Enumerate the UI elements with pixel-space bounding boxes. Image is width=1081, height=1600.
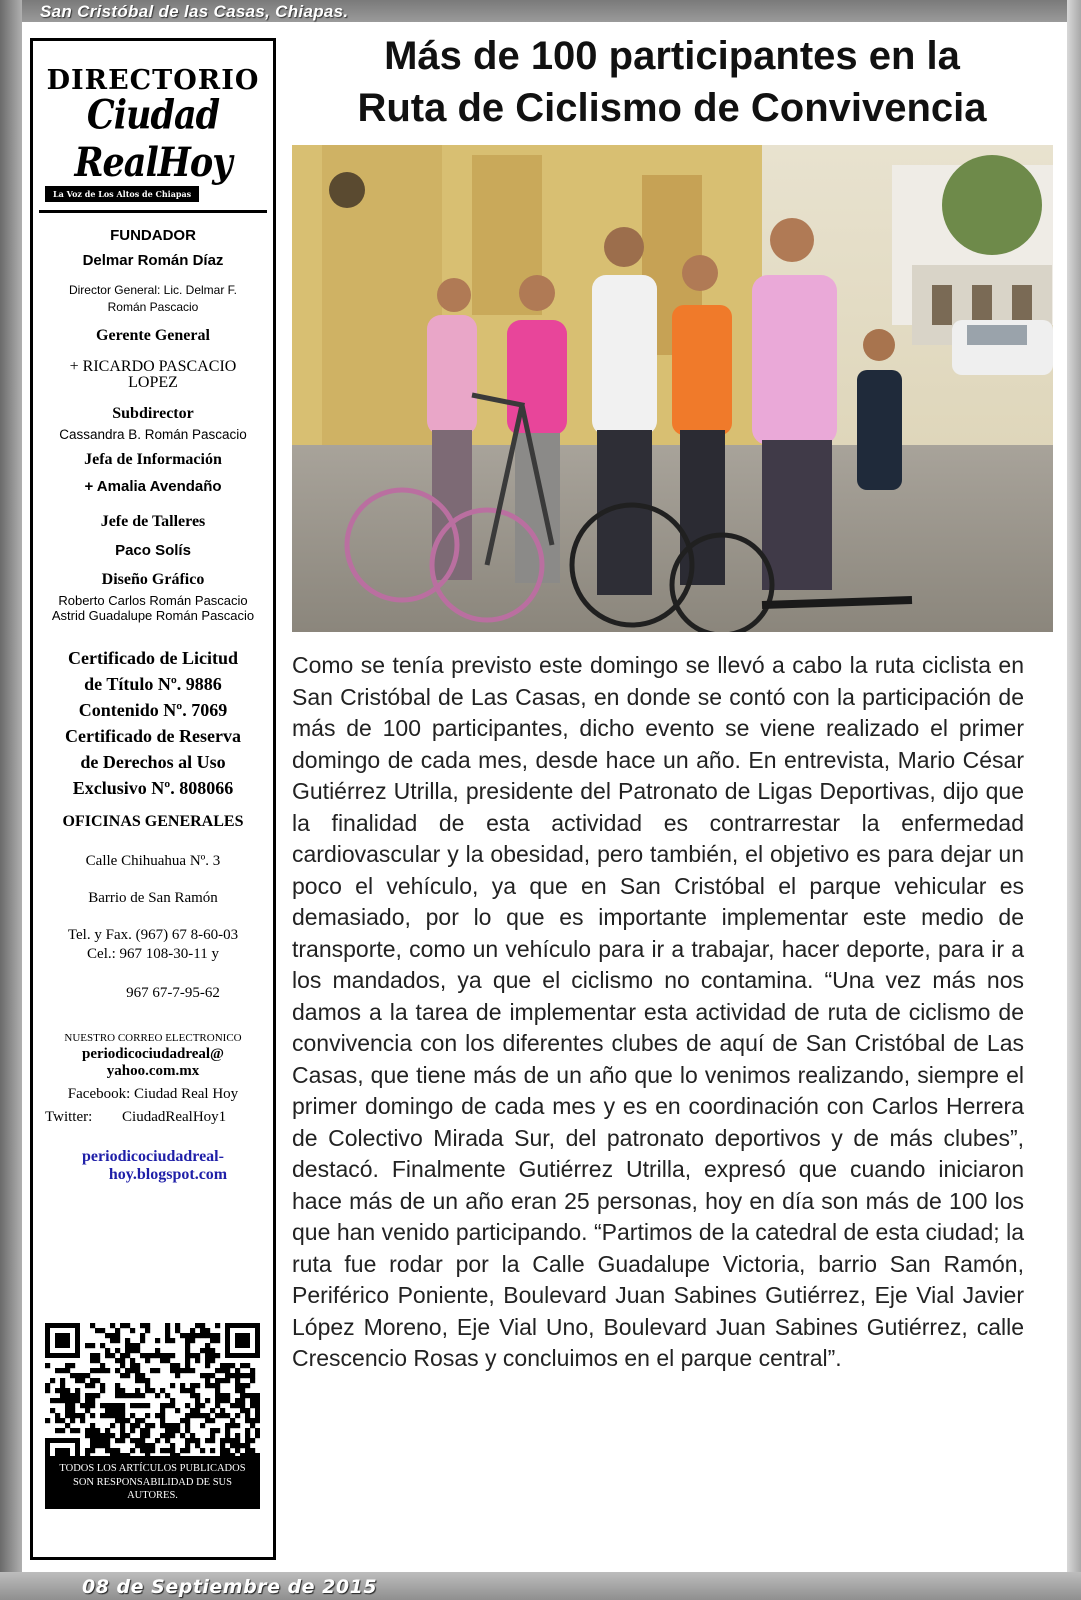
phone-line-2: Cel.: 967 108-30-11 y bbox=[87, 946, 219, 962]
diseno-name-1: Roberto Carlos Román Pascacio bbox=[58, 593, 248, 608]
headline-line-1: Más de 100 participantes en la bbox=[384, 34, 960, 78]
cert-line-1: Certificado de Licitud bbox=[68, 648, 238, 668]
left-frame-bar bbox=[0, 0, 22, 1600]
disclaimer-line-2: SON RESPONSABILIDAD DE SUS bbox=[73, 1476, 232, 1488]
gerente-label: Gerente General bbox=[96, 327, 210, 344]
gerente-name-2: LOPEZ bbox=[128, 374, 178, 391]
article-photo bbox=[292, 145, 1053, 632]
jefe-talleres-name: Paco Solís bbox=[115, 542, 191, 559]
cyclists-photo-illustration bbox=[292, 145, 1053, 632]
qr-code bbox=[45, 1323, 260, 1473]
phone-line-1: Tel. y Fax. (967) 67 8-60-03 bbox=[67, 927, 239, 943]
diseno-name-2: Astrid Guadalupe Román Pascacio bbox=[51, 608, 255, 623]
email-line-2: yahoo.com.mx bbox=[106, 1063, 200, 1079]
subdirector-name: Cassandra B. Román Pascacio bbox=[59, 427, 247, 442]
address-line-1: Calle Chihuahua Nº. 3 bbox=[85, 853, 221, 869]
publication-date: 08 de Septiembre de 2015 bbox=[82, 1576, 378, 1598]
cert-line-6: Exclusivo Nº. 808066 bbox=[72, 778, 234, 798]
email-line-1: periodicociudadreal@ bbox=[81, 1046, 224, 1062]
article-body: Como se tenía previsto este domingo se llevó a cabo la ruta ciclista en San Cristóbal de Las Casas, en donde se contó con la participación de más de 100 participantes, dicho evento se viene realizado el primer domingo de cada mes, desde hace un año. En entrevista, Mario César Gutiérrez Utrilla, presidente del Patronato de Ligas Deportivas, dijo que la finalidad de esta actividad es contrarrestar la enfermedad cardiovascular y la obesidad, pero también, el objetivo es para dejar un poco el vehículo, ya que en San Cristóbal el parque vehicular es demasiado, por lo que es importante implementar este medio de transporte, como un vehículo para ir a trabajar, hacer deporte, para ir a los mandados, ya que el ciclismo no contamina. “Una vez más nos damos a la tarea de implementar esta actividad de ruta de ciclismo de convivencia con los diferentes clubes de aquí de San Cristóbal de Las Casas, que tiene más de un año que lo venimos realizando, siempre el primer domingo de cada mes y es en coordinación con Carlos Herrera de Colectivo Mirada Sur, del patronato deportivos y de más clubes”, destacó. Finalmente Gutiérrez Utrilla, expresó que cuando iniciaron hace más de un año eran 25 personas, hoy en día son más de 100 los que han venido participando. “Partimos de la catedral de esta ciudad; la ruta fue rodar por la Calle Guadalupe Victoria, barrio San Ramón, Periférico Poniente, Boulevard Juan Sabines Gutiérrez, Eje Vial Javier López Moreno, Eje Vial Uno, Boulevard Juan Sabines Gutiérrez, calle Crescencio Rosas y concluimos en el parque central”. bbox=[292, 652, 1024, 1371]
jefa-informacion-label: Jefa de Información bbox=[84, 451, 222, 468]
facebook-line: Facebook: Ciudad Real Hoy bbox=[67, 1086, 239, 1102]
correo-label: NUESTRO CORREO ELECTRONICO bbox=[64, 1032, 242, 1044]
cert-line-4: Certificado de Reserva bbox=[65, 726, 241, 746]
fundador-label: FUNDADOR bbox=[110, 227, 196, 244]
twitter-label: Twitter: bbox=[45, 1109, 93, 1125]
director-line-2: Román Pascacio bbox=[107, 300, 199, 314]
disclaimer-box bbox=[45, 1456, 260, 1509]
directory-title: DIRECTORIO bbox=[46, 65, 260, 96]
brand-tagline: La Voz de Los Altos de Chiapas bbox=[45, 186, 199, 202]
address-line-2: Barrio de San Ramón bbox=[88, 890, 218, 906]
disclaimer-line-3: AUTORES. bbox=[127, 1490, 178, 1502]
twitter-handle: CiudadRealHoy1 bbox=[122, 1109, 227, 1125]
jefe-talleres-label: Jefe de Talleres bbox=[100, 513, 206, 530]
article-headline bbox=[292, 30, 1052, 134]
gerente-name-1: + RICARDO PASCACIO bbox=[69, 358, 237, 375]
subdirector-label: Subdirector bbox=[112, 405, 194, 422]
jefa-informacion-name: + Amalia Avendaño bbox=[84, 478, 222, 495]
disclaimer-line-1: TODOS LOS ARTÍCULOS PUBLICADOS bbox=[59, 1463, 246, 1475]
blog-link-line-1[interactable]: periodicociudadreal- bbox=[82, 1148, 224, 1165]
oficinas-label: OFICINAS GENERALES bbox=[62, 813, 244, 830]
right-frame-bar bbox=[1067, 0, 1081, 1600]
headline-line-2: Ruta de Ciclismo de Convivencia bbox=[357, 86, 987, 130]
fundador-name: Delmar Román Díaz bbox=[82, 252, 224, 269]
diseno-label: Diseño Gráfico bbox=[101, 571, 205, 588]
cert-line-2: de Título Nº. 9886 bbox=[84, 674, 222, 694]
cert-line-3: Contenido Nº. 7069 bbox=[78, 700, 228, 720]
divider bbox=[39, 210, 267, 213]
phone-line-3: 967 67-7-95-62 bbox=[126, 985, 220, 1001]
twitter-line bbox=[33, 1109, 273, 1126]
cert-line-5: de Derechos al Uso bbox=[80, 752, 226, 772]
newspaper-brand-logo: Ciudad RealHoy bbox=[74, 91, 232, 187]
director-line-1: Director General: Lic. Delmar F. bbox=[68, 283, 238, 297]
location-label: San Cristóbal de las Casas, Chiapas. bbox=[40, 2, 349, 21]
blog-link-line-2[interactable]: hoy.blogspot.com bbox=[108, 1166, 228, 1183]
directory-sidebar bbox=[30, 38, 276, 1560]
